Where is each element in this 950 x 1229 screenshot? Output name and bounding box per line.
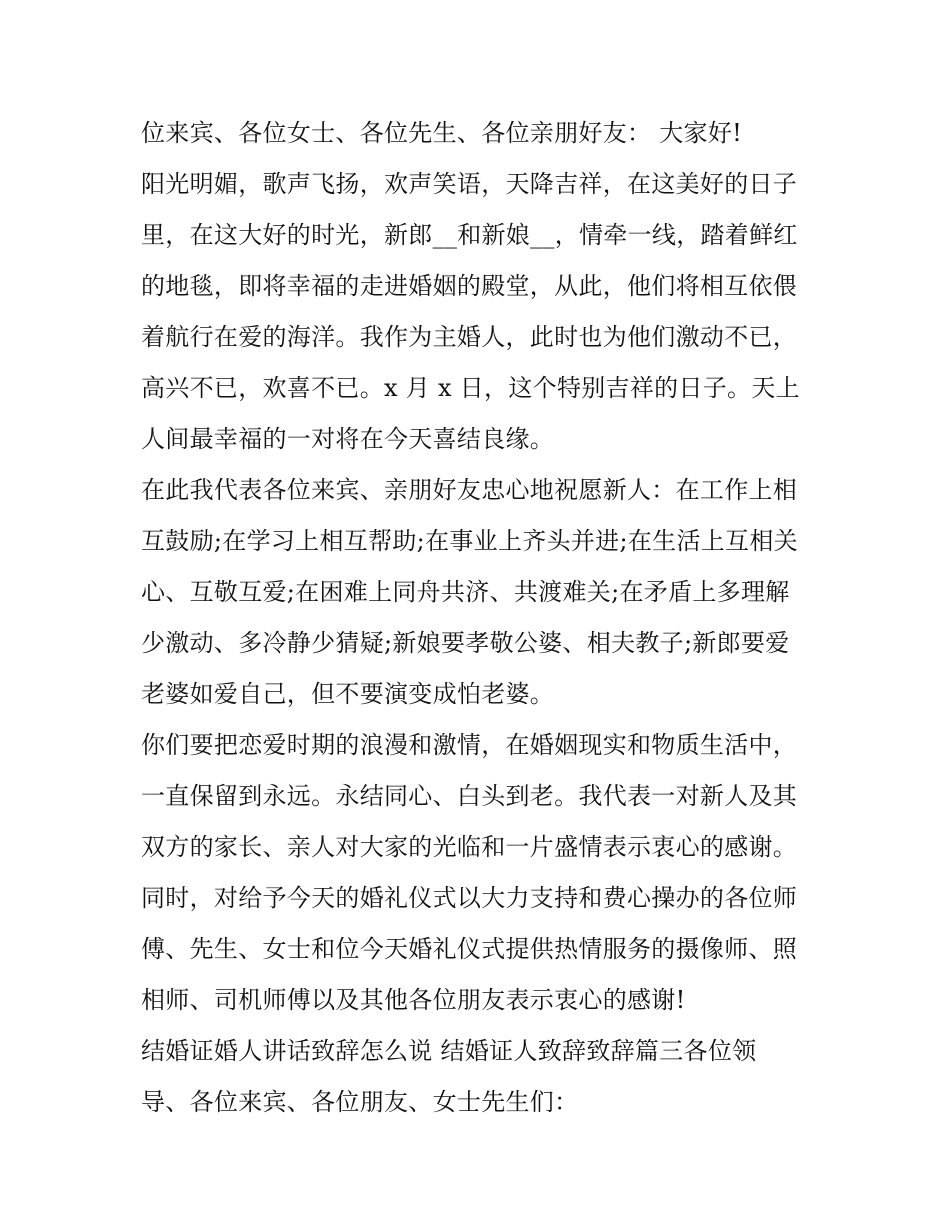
text-line: 心、互敬互爱;在困难上同舟共济、共渡难关;在矛盾上多理解 bbox=[141, 578, 790, 606]
text-line: 结婚证婚人讲话致辞怎么说 结婚证人致辞致辞篇三各位领 bbox=[141, 1037, 757, 1065]
text-line: 互鼓励;在学习上相互帮助;在事业上齐头并进;在生活上互相关 bbox=[141, 527, 798, 555]
text-line: 少激动、多冷静少猜疑;新娘要孝敬公婆、相夫教子;新郎要爱 bbox=[141, 629, 790, 657]
text-line: 位来宾、各位女士、各位先生、各位亲朋好友： 大家好! bbox=[141, 119, 743, 147]
text-line: 人间最幸福的一对将在今天喜结良缘。 bbox=[141, 425, 555, 453]
text-line: 老婆如爱自己，但不要演变成怕老婆。 bbox=[141, 680, 555, 708]
text-line: 导、各位来宾、各位朋友、女士先生们： bbox=[141, 1088, 579, 1116]
text-line: 里，在这大好的时光，新郎__和新娘__，情牵一线，踏着鲜红 bbox=[141, 221, 798, 249]
text-line: 高兴不已，欢喜不已。x 月 x 日，这个特别吉祥的日子。天上 bbox=[141, 374, 800, 402]
text-line: 傅、先生、女士和位今天婚礼仪式提供热情服务的摄像师、照 bbox=[141, 935, 798, 963]
text-line: 阳光明媚，歌声飞扬，欢声笑语，天降吉祥，在这美好的日子 bbox=[141, 170, 798, 198]
text-line: 一直保留到永远。永结同心、白头到老。我代表一对新人及其 bbox=[141, 782, 798, 810]
text-line: 你们要把恋爱时期的浪漫和激情，在婚姻现实和物质生活中， bbox=[141, 731, 798, 759]
text-line: 着航行在爱的海洋。我作为主婚人，此时也为他们激动不已， bbox=[141, 323, 798, 351]
text-line: 同时，对给予今天的婚礼仪式以大力支持和费心操办的各位师 bbox=[141, 884, 798, 912]
text-line: 相师、司机师傅以及其他各位朋友表示衷心的感谢! bbox=[141, 986, 686, 1014]
text-line: 双方的家长、亲人对大家的光临和一片盛情表示衷心的感谢。 bbox=[141, 833, 798, 861]
text-line: 的地毯，即将幸福的走进婚姻的殿堂，从此，他们将相互依偎 bbox=[141, 272, 798, 300]
document-body bbox=[141, 108, 821, 1128]
text-line: 在此我代表各位来宾、亲朋好友忠心地祝愿新人：在工作上相 bbox=[141, 476, 798, 504]
